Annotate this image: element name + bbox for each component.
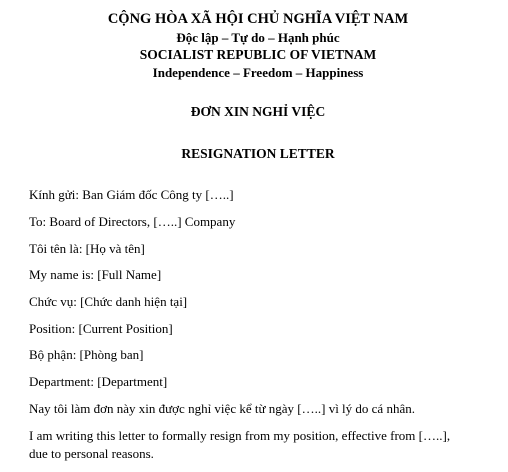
national-motto-vi: Độc lập – Tự do – Hạnh phúc [176, 30, 340, 45]
position-line-vi: Chức vụ: [Chức danh hiện tại] [29, 294, 188, 309]
document-header [0, 10, 508, 81]
salutation-en: To: Board of Directors, […..] Company [29, 214, 236, 229]
position-line-en: Position: [Current Position] [29, 321, 173, 336]
document-title-en: RESIGNATION LETTER [181, 146, 335, 161]
salutation-vi: Kính gửi: Ban Giám đốc Công ty […..] [29, 187, 234, 202]
name-line-en: My name is: [Full Name] [29, 267, 162, 282]
department-line-vi: Bộ phận: [Phòng ban] [29, 347, 144, 362]
national-title-vi: CỘNG HÒA XÃ HỘI CHỦ NGHĨA VIỆT NAM [107, 11, 409, 27]
document-title-vi: ĐƠN XIN NGHỈ VIỆC [190, 104, 326, 119]
department-line-en: Department: [Department] [29, 374, 168, 389]
national-title-en: SOCIALIST REPUBLIC OF VIETNAM [139, 47, 377, 62]
resignation-statement-vi: Nay tôi làm đơn này xin được nghỉ việc kể từ ngày […..] vì lý do cá nhân. [29, 401, 415, 416]
national-motto-en: Independence – Freedom – Happiness [152, 65, 364, 80]
name-line-vi: Tôi tên là: [Họ và tên] [29, 241, 145, 256]
resignation-statement-en: I am writing this letter to formally resign from my position, effective from […..], due to personal reasons. [29, 428, 451, 461]
